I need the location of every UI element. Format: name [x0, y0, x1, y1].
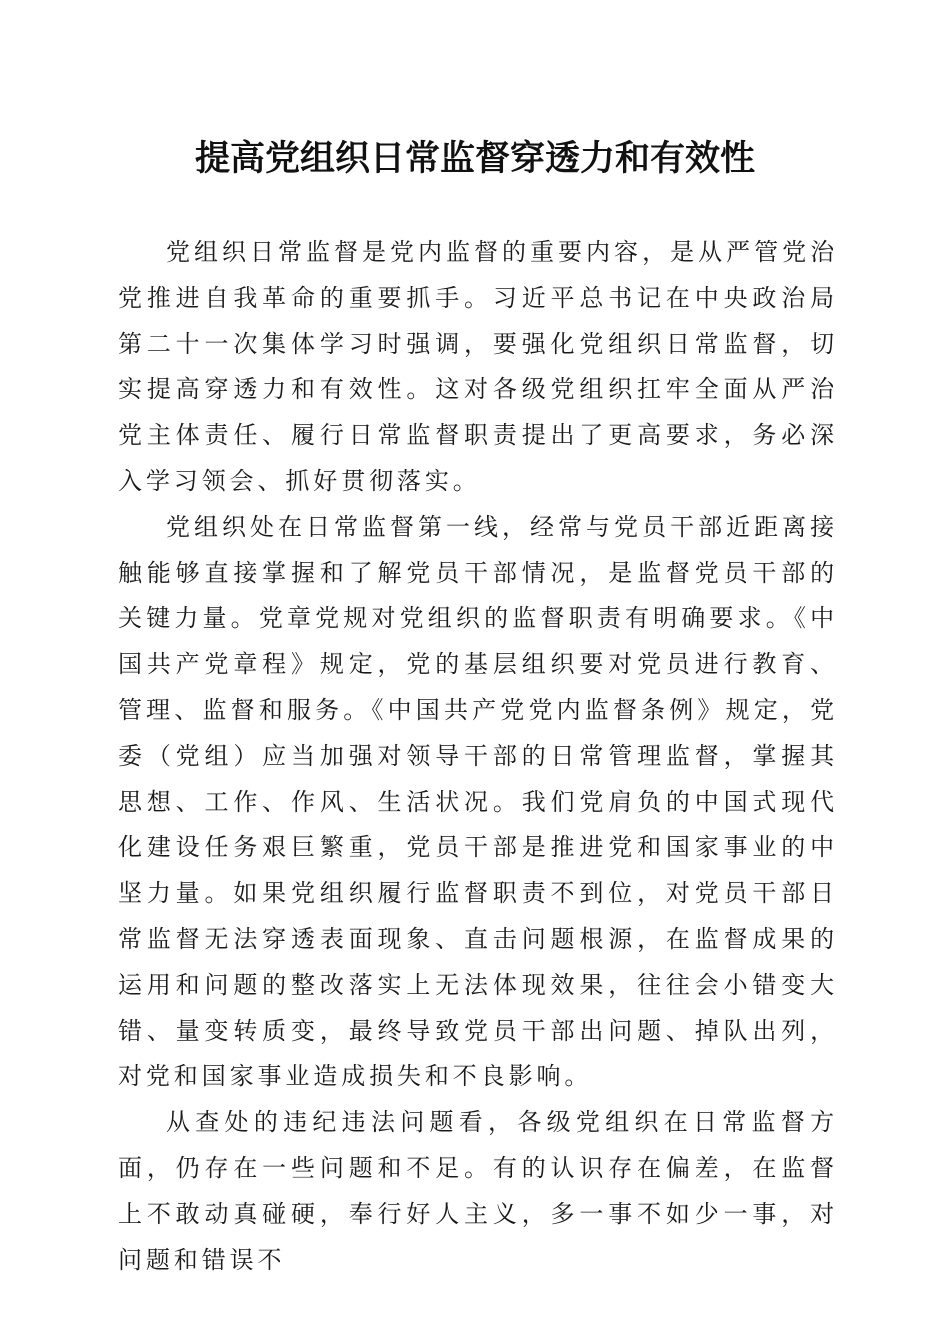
- paragraph: 党组织处在日常监督第一线，经常与党员干部近距离接触能够直接掌握和了解党员干部情况，是监督党员干部的关键力量。党章党规对党组织的监督职责有明确要求。《中国共产党章程》规定，党的基层组织要对党员进行教育、管理、监督和服务。《中国共产党党内监督条例》规定，党委（党组）应当加强对领导干部的日常管理监督，掌握其思想、工作、作风、生活状况。我们党肩负的中国式现代化建设任务艰巨繁重，党员干部是推进党和国家事业的中坚力量。如果党组织履行监督职责不到位，对党员干部日常监督无法穿透表面现象、直击问题根源，在监督成果的运用和问题的整改落实上无法体现效果，往往会小错变大错、量变转质变，最终导致党员干部出问题、掉队出列，对党和国家事业造成损失和不良影响。: [118, 512, 838, 1091]
- document-title: 提高党组织日常监督穿透力和有效性: [194, 138, 755, 179]
- document-body: [118, 230, 838, 1283]
- paragraph: 从查处的违纪违法问题看，各级党组织在日常监督方面，仍存在一些问题和不足。有的认识存在偏差，在监督上不敢动真碰硬，奉行好人主义，多一事不如少一事，对问题和错误不: [118, 1108, 838, 1274]
- paragraph: 党组织日常监督是党内监督的重要内容，是从严管党治党推进自我革命的重要抓手。习近平总书记在中央政治局第二十一次集体学习时强调，要强化党组织日常监督，切实提高穿透力和有效性。这对各级党组织扛牢全面从严治党主体责任、履行日常监督职责提出了更高要求，务必深入学习领会、抓好贯彻落实。: [118, 238, 838, 495]
